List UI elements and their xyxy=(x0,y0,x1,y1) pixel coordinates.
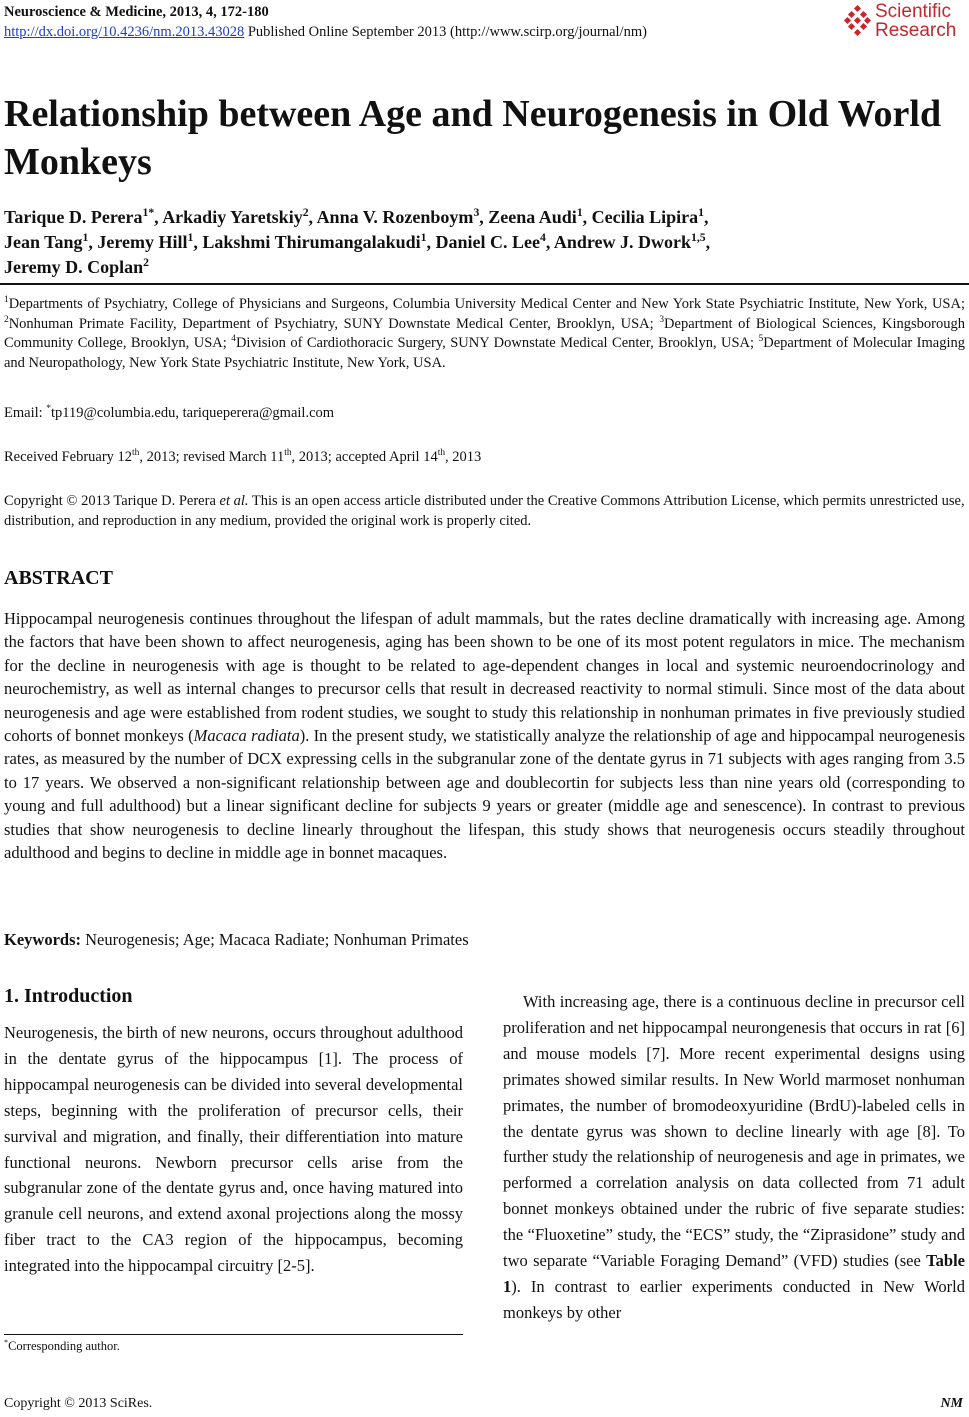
affiliation: $^2$Nonhuman Primate Facility, Department of Psychiatry, SUNY Downstate Medical Center, Brooklyn, USA; xyxy=(4,314,660,332)
running-header xyxy=(4,2,647,42)
logo-mark-icon xyxy=(845,6,871,36)
author: Cecilia Lipira$^1$, xyxy=(591,206,709,227)
affiliation: $^3$Department of Biological Sciences, Kingsborough Community College, Brooklyn, USA; xyxy=(4,314,965,351)
keywords xyxy=(4,930,469,950)
publisher-logo xyxy=(845,2,963,42)
keywords-label: Keywords: xyxy=(4,930,81,949)
author: Zeena Audi$^1$, xyxy=(488,206,592,227)
author: Lakshmi Thirumangalakudi$^1$, xyxy=(202,231,436,252)
affiliation: $^1$Departments of Psychiatry, College of Physicians and Surgeons, Columbia University Medical Center and New York State Psychiatric Institute, New York, USA; xyxy=(4,295,965,312)
author: Tarique D. Perera$^{1*}$, xyxy=(4,206,163,227)
intro-right-column: With increasing age, there is a continuous decline in precursor cell proliferation and net hippocampal neurongenesis that occurs in rat [6] and mouse models [7]. More recent experimental designs using primates showed similar results. In New World marmoset nonhuman primates, the number of bromodeoxyuridine (BrdU)-labeled cells in the dentate gyrus was shown to decline linearly with age [8]. To further study the relationship of neurogenesis and age in primates, we performed a correlation analysis on data collected from 71 adult bonnet monkeys obtained under the rubric of five separate studies: the “Fluoxetine” study, the “ECS” study, the “Ziprasidone” study and two separate “Variable Foraging Demand” (VFD) studies (see Table 1). In contrast to earlier experiments conducted in New World monkeys by other xyxy=(503,992,965,1322)
section-heading-introduction: 1. Introduction xyxy=(4,985,133,1007)
table-reference[interactable]: Table 1 xyxy=(503,1251,965,1296)
author: Anna V. Rozenboym$^3$, xyxy=(316,206,489,227)
doi-link[interactable]: http://dx.doi.org/10.4236/nm.2013.43028 xyxy=(4,24,245,40)
author: Andrew J. Dwork$^{1,5}$, xyxy=(553,231,711,252)
affiliation: $^4$Division of Cardiothoracic Surgery, SUNY Downstate Medical Center, Brooklyn, USA; xyxy=(231,334,759,351)
author-list xyxy=(4,205,964,280)
footnote: *Corresponding author. xyxy=(4,1337,120,1353)
header-divider xyxy=(0,283,969,285)
keywords-value: Neurogenesis; Age; Macaca Radiate; Nonhuman Primates xyxy=(81,930,469,949)
author: Arkadiy Yaretskiy$^2$, xyxy=(162,206,317,227)
intro-left-column: Neurogenesis, the birth of new neurons, occurs throughout adulthood in the dentate gyrus of the hippocampus [1]. The process of hippocampal neurogenesis can be divided into several developmental steps, beginning with the proliferation of precursor cells, their survival and migration, and finally, their differentiation into mature functional neurons. Newborn precursor cells arise from the subgranular zone of the dentate gyrus and, once having matured into granule cell neurons, and extend axonal projections along the mossy fiber tract to the CA3 region of the hippocampus, becoming integrated into the hippocampal circuitry [2-5]. xyxy=(4,1023,463,1276)
footnote-divider xyxy=(4,1334,463,1335)
email-address[interactable]: tp119@columbia.edu, tariqueperera@gmail.com xyxy=(51,405,335,421)
contact-email: Email: *tp119@columbia.edu, tariqueperera@gmail.com xyxy=(4,404,335,421)
submission-dates: Received February 12th, 2013; revised March 11th, 2013; accepted April 14th, 2013 xyxy=(4,448,482,465)
copyright-notice: Copyright © 2013 Tarique D. Perera et al. This is an open access article distributed under the Creative Commons Attribution License, which permits unrestricted use, distribution, and reproduction in any medium, provided the original work is properly cited. xyxy=(4,493,965,529)
author: Jean Tang$^1$, xyxy=(4,231,98,252)
abstract-body: Hippocampal neurogenesis continues throughout the lifespan of adult mammals, but the rates decline dramatically with increasing age. Among the factors that have been shown to affect neurogenesis, aging has been shown to be one of its most potent regulators in mice. The mechanism for the decline in neurogenesis with age is thought to be related to age-dependent changes in local and systemic neuroendocrinology and neurochemistry, as well as internal changes to precursor cells that result in decreased reactivity to normal stimuli. Since most of the data about neurogenesis and age were established from rodent studies, we sought to study this relationship in nonhuman primates in five previously studied cohorts of bonnet monkeys (Macaca radiata). In the present study, we statistically analyze the relationship of age and hippocampal neurogenesis rates, as measured by the number of DCX expressing cells in the subgranular zone of the dentate gyrus in 71 subjects with ages ranging from 3.5 to 17 years. We observed a non-significant relationship between age and doublecortin for subjects less than nine years old (corresponding to young and full adulthood) but a linear significant decline for subjects 9 years or greater (middle age and senescence). In contrast to previous studies that show neurogenesis to decline linearly throughout the lifespan, this study shows that neurogenesis occurs steadily throughout adulthood and begins to decline in middle age in bonnet macaques. xyxy=(4,609,966,863)
journal-citation: Neuroscience & Medicine, 2013, 4, 172-180 xyxy=(4,4,269,20)
published-note: Published Online September 2013 (http://www.scirp.org/journal/nm) xyxy=(247,24,647,40)
affiliations xyxy=(4,295,965,373)
abstract-heading: ABSTRACT xyxy=(4,567,113,589)
author: Jeremy Hill$^1$, xyxy=(97,231,203,252)
author: Jeremy D. Coplan$^2$ xyxy=(4,256,150,277)
logo-text-line1: Scientific xyxy=(875,1,952,22)
logo-text-line2: Research xyxy=(875,20,957,41)
paper-title: Relationship between Age and Neurogenesis in Old World Monkeys xyxy=(4,93,942,183)
footer-journal-abbrev: NM xyxy=(940,1396,963,1411)
affiliation: $^5$Department of Molecular Imaging and Neuropathology, New York State Psychiatric Institute, New York, USA. xyxy=(4,334,965,371)
species-name: Macaca radiata xyxy=(193,726,300,746)
author: Daniel C. Lee$^4$, xyxy=(435,231,554,252)
footer-copyright: Copyright © 2013 SciRes. xyxy=(4,1396,153,1411)
